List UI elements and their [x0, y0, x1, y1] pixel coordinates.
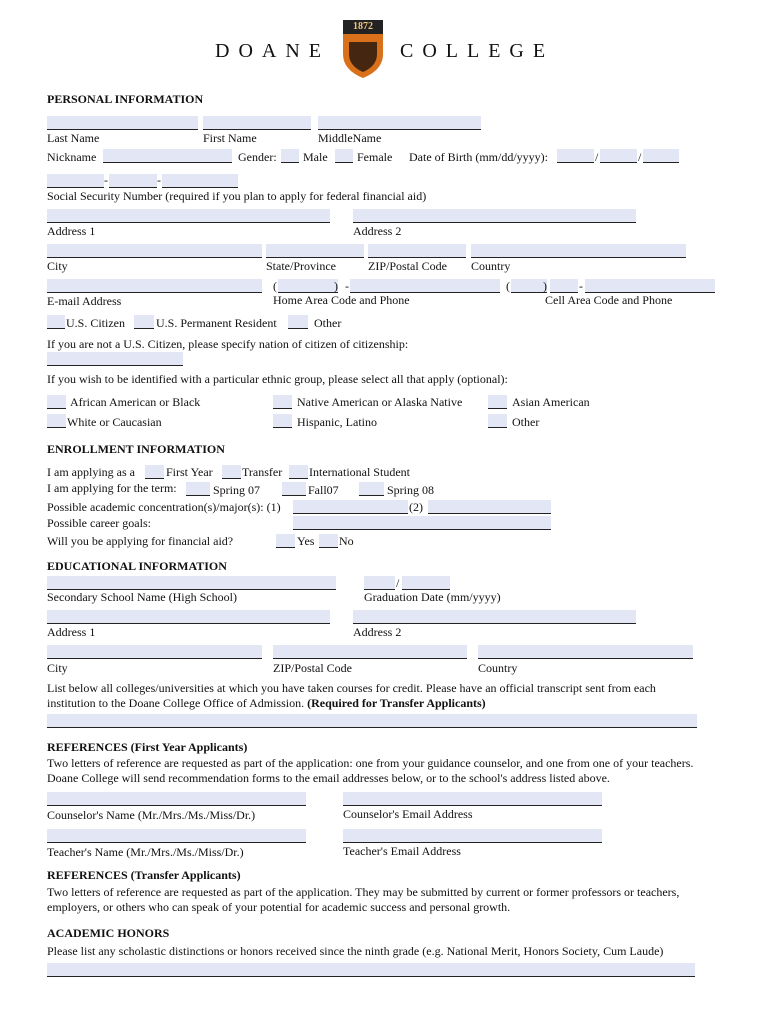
school-input[interactable] — [47, 576, 336, 590]
home-phone-label: Home Area Code and Phone — [273, 293, 410, 307]
dob-day-input[interactable] — [600, 149, 637, 163]
home-area-code-input[interactable] — [278, 279, 338, 293]
ethnic-other-label: Other — [512, 415, 540, 429]
teacher-email-label: Teacher's Email Address — [343, 844, 461, 858]
concentration2-input[interactable] — [428, 500, 551, 514]
refs-first-text: Two letters of reference are requested as part of the application: one from your guidance counselor, and one from one of your teachers. Doane College will send recommendation forms to the email addresses below, or to the school's address listed above. — [47, 756, 694, 785]
aid-label: Will you be applying for financial aid? — [47, 534, 234, 548]
refs-first-heading: REFERENCES (First Year Applicants) — [47, 740, 248, 754]
fall07-checkbox[interactable] — [282, 482, 306, 496]
dob-slash-1: / — [595, 150, 599, 164]
home-paren-open: ( — [273, 279, 277, 293]
state-input[interactable] — [266, 244, 364, 258]
us-citizen-checkbox[interactable] — [47, 315, 65, 329]
home-paren-close: ) — [334, 279, 338, 293]
ssn-dash-2: - — [157, 173, 161, 187]
edu-country-label: Country — [478, 661, 518, 675]
career-label: Possible career goals: — [47, 516, 151, 530]
middle-name-label: MiddleName — [318, 131, 382, 145]
gender-label: Gender: — [238, 150, 277, 164]
city-label: City — [47, 259, 68, 273]
edu-zip-label: ZIP/Postal Code — [273, 661, 353, 675]
ssn-part1-input[interactable] — [47, 174, 104, 188]
transfer-label: Transfer — [242, 465, 283, 479]
cell-phone-label: Cell Area Code and Phone — [545, 293, 673, 307]
permanent-resident-checkbox[interactable] — [134, 315, 154, 329]
male-label: Male — [303, 150, 328, 164]
aid-yes-label: Yes — [297, 534, 315, 548]
grad-label: Graduation Date (mm/yyyy) — [364, 590, 501, 604]
teacher-name-input[interactable] — [47, 829, 306, 843]
crest-year: 1872 — [353, 21, 373, 32]
edu-country-input[interactable] — [478, 645, 693, 659]
grad-month-input[interactable] — [364, 576, 395, 590]
last-name-label: Last Name — [47, 131, 100, 145]
grad-slash: / — [396, 576, 400, 590]
personal-heading: PERSONAL INFORMATION — [47, 92, 204, 106]
ssn-part2-input[interactable] — [109, 174, 157, 188]
edu-address2-input[interactable] — [353, 610, 636, 624]
honors-input[interactable] — [47, 963, 695, 977]
home-phone-dash: - — [345, 279, 349, 293]
hispanic-checkbox[interactable] — [273, 414, 292, 428]
first-year-checkbox[interactable] — [145, 465, 164, 479]
white-label: White or Caucasian — [67, 415, 162, 429]
dob-month-input[interactable] — [557, 149, 594, 163]
college-name-right: COLLEGE — [400, 40, 555, 62]
country-input[interactable] — [471, 244, 686, 258]
honors-heading: ACADEMIC HONORS — [47, 926, 170, 940]
career-input[interactable] — [293, 516, 551, 530]
refs-transfer-text: Two letters of reference are requested as part of the application. They may be submitted by current or former professors or teachers, employers, or others who can speak of your potential for academic success and personal growth. — [47, 885, 680, 914]
colleges-instructions — [47, 681, 707, 711]
ethnic-prompt: If you wish to be identified with a particular ethnic group, please select all that apply (optional): — [47, 372, 508, 386]
first-name-label: First Name — [203, 131, 257, 145]
cell-prefix-input[interactable] — [550, 279, 578, 293]
first-year-label: First Year — [166, 465, 213, 479]
transfer-checkbox[interactable] — [222, 465, 241, 479]
cell-phone-input[interactable] — [585, 279, 715, 293]
ssn-dash-1: - — [104, 173, 108, 187]
refs-transfer-heading: REFERENCES (Transfer Applicants) — [47, 868, 241, 882]
colleges-text: List below all colleges/universities at which you have taken courses for credit. Please have an official transcript sent from each institution to the Doane College Office of Admission. — [47, 681, 656, 710]
cell-phone-dash: - — [579, 279, 583, 293]
nation-input[interactable] — [47, 352, 183, 366]
education-heading: EDUCATIONAL INFORMATION — [47, 559, 227, 573]
female-label: Female — [357, 150, 393, 164]
aid-no-label: No — [339, 534, 354, 548]
counselor-name-label: Counselor's Name (Mr./Mrs./Ms./Miss/Dr.) — [47, 808, 256, 822]
african-checkbox[interactable] — [47, 395, 66, 409]
counselor-email-label: Counselor's Email Address — [343, 807, 473, 821]
aid-no-checkbox[interactable] — [319, 534, 338, 548]
state-label: State/Province — [266, 259, 336, 273]
zip-label: ZIP/Postal Code — [368, 259, 448, 273]
enrollment-heading: ENROLLMENT INFORMATION — [47, 442, 225, 456]
ethnic-other-checkbox[interactable] — [488, 414, 507, 428]
native-label: Native American or Alaska Native — [297, 395, 463, 409]
spring07-label: Spring 07 — [213, 483, 261, 497]
spring08-label: Spring 08 — [387, 483, 435, 497]
male-checkbox[interactable] — [281, 149, 299, 163]
concentration1-input[interactable] — [293, 500, 408, 514]
cell-paren-open: ( — [506, 279, 510, 293]
international-label: International Student — [309, 465, 410, 479]
asian-label: Asian American — [512, 395, 590, 409]
edu-city-input[interactable] — [47, 645, 262, 659]
counselor-name-input[interactable] — [47, 792, 306, 806]
term-label: I am applying for the term: — [47, 481, 177, 495]
counselor-email-input[interactable] — [343, 792, 602, 806]
spring08-checkbox[interactable] — [359, 482, 384, 496]
us-citizen-label: U.S. Citizen — [66, 316, 125, 330]
home-phone-input[interactable] — [350, 279, 500, 293]
edu-city-label: City — [47, 661, 68, 675]
last-name-input[interactable] — [47, 116, 198, 130]
native-checkbox[interactable] — [273, 395, 292, 409]
hispanic-label: Hispanic, Latino — [297, 415, 377, 429]
first-name-input[interactable] — [203, 116, 311, 130]
cell-area-code-input[interactable] — [511, 279, 547, 293]
white-checkbox[interactable] — [47, 414, 66, 428]
address2-label: Address 2 — [353, 224, 402, 238]
ssn-label: Social Security Number (required if you plan to apply for federal financial aid) — [47, 189, 427, 203]
colleges-required: (Required for Transfer Applicants) — [307, 696, 486, 710]
address2-input[interactable] — [353, 209, 636, 223]
dob-slash-2: / — [638, 150, 642, 164]
zip-input[interactable] — [368, 244, 466, 258]
edu-zip-input[interactable] — [273, 645, 467, 659]
other-citizenship-label: Other — [314, 316, 342, 330]
cell-paren-close: ) — [543, 279, 547, 293]
concentration-label: Possible academic concentration(s)/major(s): (1) — [47, 500, 281, 514]
teacher-email-input[interactable] — [343, 829, 602, 843]
concentration2-label: (2) — [409, 500, 423, 514]
edu-address1-label: Address 1 — [47, 625, 96, 639]
city-input[interactable] — [47, 244, 262, 258]
asian-checkbox[interactable] — [488, 395, 507, 409]
nickname-input[interactable] — [103, 149, 232, 163]
email-input[interactable] — [47, 279, 262, 293]
applying-as-label: I am applying as a — [47, 465, 135, 479]
email-label: E-mail Address — [47, 294, 122, 308]
honors-text: Please list any scholastic distinctions or honors received since the ninth grade (e.g. National Merit, Honors Society, Cum Laude) — [47, 944, 664, 958]
international-checkbox[interactable] — [289, 465, 308, 479]
college-name-left: DOANE — [215, 40, 330, 62]
african-label: African American or Black — [70, 395, 201, 409]
dob-year-input[interactable] — [643, 149, 679, 163]
middle-name-input[interactable] — [318, 116, 481, 130]
ssn-part3-input[interactable] — [162, 174, 238, 188]
aid-yes-checkbox[interactable] — [276, 534, 295, 548]
grad-year-input[interactable] — [402, 576, 450, 590]
other-citizenship-checkbox[interactable] — [288, 315, 308, 329]
school-label: Secondary School Name (High School) — [47, 590, 237, 604]
nickname-label: Nickname — [47, 150, 97, 164]
fall07-label: Fall07 — [308, 483, 339, 497]
female-checkbox[interactable] — [335, 149, 353, 163]
teacher-name-label: Teacher's Name (Mr./Mrs./Ms./Miss/Dr.) — [47, 845, 244, 859]
edu-address2-label: Address 2 — [353, 625, 402, 639]
permanent-resident-label: U.S. Permanent Resident — [156, 316, 277, 330]
country-label: Country — [471, 259, 511, 273]
address1-input[interactable] — [47, 209, 330, 223]
spring07-checkbox[interactable] — [186, 482, 210, 496]
dob-label: Date of Birth (mm/dd/yyyy): — [409, 150, 548, 164]
edu-address1-input[interactable] — [47, 610, 330, 624]
address1-label: Address 1 — [47, 224, 96, 238]
nation-prompt: If you are not a U.S. Citizen, please specify nation of citizen of citizenship: — [47, 337, 409, 351]
colleges-input[interactable] — [47, 714, 697, 728]
